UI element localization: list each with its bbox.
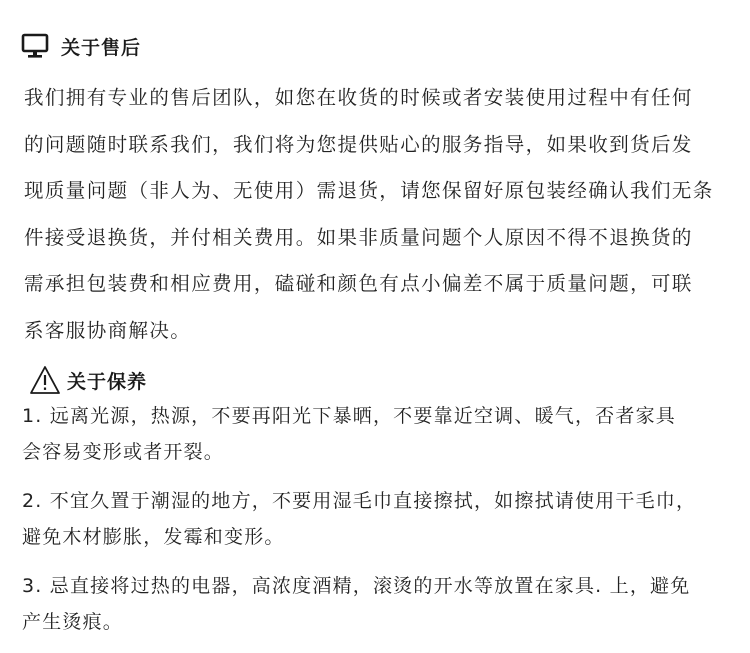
care-item	[0, 568, 750, 640]
monitor-icon	[21, 32, 49, 60]
care-item-line: 2. 不宜久置于潮湿的地方，不要用湿毛巾直接擦拭，如擦拭请使用干毛巾，	[22, 490, 697, 512]
paragraph-line: 需承担包装费和相应费用，磕碰和颜色有点小偏差不属于质量问题，可联	[24, 272, 693, 295]
care-heading	[0, 362, 750, 398]
care-list	[0, 398, 750, 640]
care-item-line: 1. 远离光源，热源，不要再阳光下暴晒，不要靠近空调、暖气，否者家具	[22, 405, 676, 427]
care-title: 关于保养	[67, 370, 148, 393]
paragraph-line: 系客服协商解决。	[24, 318, 192, 342]
care-section	[0, 362, 750, 653]
paragraph-line: 的问题随时联系我们，我们将为您提供贴心的服务指导，如果收到货后发	[24, 132, 693, 156]
care-item-line: 3. 忌直接将过热的电器，高浓度酒精，滚烫的开水等放置在家具. 上，避免	[22, 575, 691, 597]
after-sales-paragraph	[0, 75, 750, 354]
care-item-line: 会容易变形或者开裂。	[22, 441, 225, 463]
paragraph-line: 我们拥有专业的售后团队，如您在收货的时候或者安装使用过程中有任何	[24, 86, 693, 109]
after-sales-heading	[0, 28, 750, 64]
paragraph-line: 件接受退换货，并付相关费用。如果非质量问题个人原因不得不退换货的	[24, 225, 693, 249]
care-item	[0, 483, 750, 555]
care-item-line: 避免木材膨胀，发霉和变形。	[22, 526, 285, 548]
after-sales-section	[0, 28, 750, 354]
care-item	[0, 398, 750, 470]
warning-icon	[29, 365, 61, 395]
paragraph-line: 现质量问题（非人为、无使用）需退货，请您保留好原包装经确认我们无条	[24, 179, 714, 202]
care-item-line: 产生烫痕。	[22, 611, 124, 633]
after-sales-title: 关于售后	[61, 36, 142, 59]
